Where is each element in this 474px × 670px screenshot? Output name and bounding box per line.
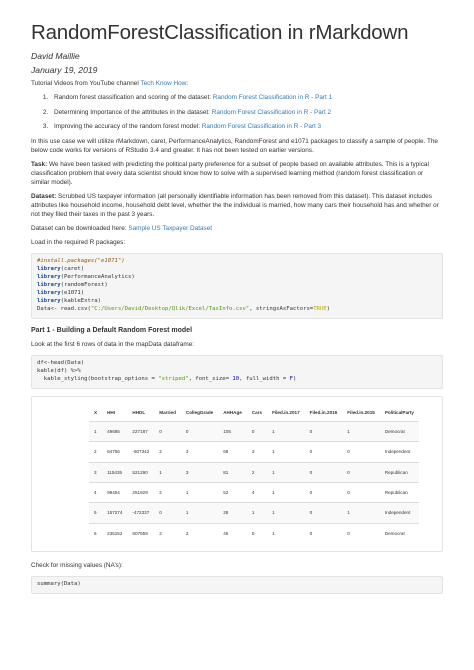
list-item [50, 109, 443, 118]
code-lib-name: kableExtra [63, 297, 98, 304]
code-text: kable_styling(bootstrap_options = [37, 376, 159, 383]
code-text: ) [326, 305, 331, 312]
table-cell: 0 [305, 483, 343, 503]
dataset-download-link[interactable]: Sample US Taxpayer Dataset [128, 224, 213, 232]
look-text: Look at the first 6 rows of data in the mapData dataframe: [31, 341, 195, 349]
table-cell: 1 [267, 503, 305, 523]
table-row [89, 442, 419, 462]
author-name: David Maillie [31, 50, 80, 61]
column-header: Filed.in.2016 [305, 404, 343, 421]
table-cell: 1 [181, 503, 218, 523]
table-cell: 0 [305, 523, 343, 543]
table-cell: Republican [380, 462, 419, 482]
usecase-paragraph: In this use case we will utilize rMarkdown, caret, PerformanceAnalytics, RandomForest and e1071 packages to classify a sample of people. The below code works for versions of RStudio 3.4 and greater. It has not been tested on earlier versions. [31, 138, 438, 155]
column-header: Filed.in.2017 [267, 404, 305, 421]
table-cell: 0 [305, 421, 343, 441]
table-cell: 0 [342, 462, 380, 482]
code-comment: #install.packages("e1071") [37, 257, 125, 264]
column-header: X [89, 404, 102, 421]
table-cell: 49685 [102, 421, 127, 441]
code-text: df<-head(Data) [37, 360, 85, 367]
dataset-paragraph [31, 193, 443, 220]
table-cell: 2 [89, 442, 102, 462]
table-cell: 6 [89, 523, 102, 543]
table-cell: 1 [267, 523, 305, 543]
table-cell: 235152 [102, 523, 127, 543]
table-cell: 0 [342, 523, 380, 543]
table-cell: 3 [181, 462, 218, 482]
table-cell: 0 [181, 421, 218, 441]
table-cell: 4 [89, 483, 102, 503]
table-cell: -472337 [127, 503, 154, 523]
intro-text: Tutorial Videos from YouTube channel [31, 80, 141, 88]
code-string: "striped" [158, 376, 189, 383]
code-keyword: library [37, 273, 61, 280]
column-header: Cars [247, 404, 267, 421]
table-cell: Democrat [380, 421, 419, 441]
part1-heading: Part 1 - Building a Default Random Forest model [31, 326, 193, 334]
table-cell: 0 [154, 421, 181, 441]
table-cell: 1 [267, 442, 305, 462]
code-lib-name: e1071 [63, 289, 81, 296]
table-cell: 105 [218, 421, 247, 441]
code-keyword: library [37, 289, 61, 296]
table-cell: 227187 [127, 421, 154, 441]
table-cell: 521290 [127, 462, 154, 482]
code-keyword: library [37, 281, 61, 288]
table-header-row [89, 404, 419, 421]
table-output [31, 396, 443, 552]
video-link-part-3[interactable]: Random Forest Classification in R - Part 3 [201, 123, 322, 131]
video-link-part-1[interactable]: Random Forest Classification in R - Part 1 [212, 94, 333, 102]
column-header: AHHAge [218, 404, 247, 421]
table-cell: 1 [247, 503, 267, 523]
table-cell: 1 [181, 483, 218, 503]
table-cell: -507342 [127, 442, 154, 462]
table-cell: 28 [218, 503, 247, 523]
code-lib-name: caret [63, 265, 81, 272]
code-keyword: library [37, 265, 61, 272]
dataset-text: Scrubbed US taxpayer information (all personally identifiable information has been removed from this dataset). This dataset includes attributes like household income, household debt level, whether the the individual is married, how many cars their household has and whether or not they filed their taxes in the past 3 years. [31, 192, 439, 218]
code-lib-name: PerformanceAnalytics [63, 273, 132, 280]
table-cell: 2 [154, 442, 181, 462]
table-cell: Republican [380, 483, 419, 503]
task-label: Task: [31, 160, 48, 168]
table-row [89, 483, 419, 503]
download-text: Dataset can be downloaded here: [31, 224, 129, 232]
code-string: "C:/Users/David/Desktop/Qlik/Excel/TaxInfo.csv" [90, 305, 250, 312]
code-text: , font_size= [188, 376, 233, 383]
column-header: HHI [102, 404, 127, 421]
code-text: , full_width = [239, 376, 290, 383]
table-row [89, 421, 419, 441]
code-constant: F [289, 376, 293, 383]
code-text: ) [293, 376, 297, 383]
table-cell: 52 [218, 483, 247, 503]
video-description: Random forest classification and scoring of the dataset: [54, 94, 213, 102]
code-block-summary[interactable]: summary(Data) [31, 576, 443, 594]
load-packages-text: Load in the required R packages: [31, 238, 126, 246]
column-header: HHDL [127, 404, 154, 421]
intro-suffix: : [186, 80, 189, 88]
table-cell: 1 [267, 462, 305, 482]
table-cell: 2 [154, 483, 181, 503]
table-cell: 2 [247, 462, 267, 482]
table-cell: 1 [267, 483, 305, 503]
task-text: We have been tasked with predicting the political party preference for a subset of people based on available attributes. This is a typical classification problem that every data scientist should know how to solve with a supervised learning method (random forest classification or similar model). [31, 160, 429, 186]
table-cell: 1 [89, 421, 102, 441]
table-cell: 2 [181, 523, 218, 543]
table-cell: 115435 [102, 462, 127, 482]
table-cell: 1 [342, 421, 380, 441]
dataset-label: Dataset: [31, 192, 57, 200]
table-cell: 0 [154, 503, 181, 523]
table-cell: 64756 [102, 442, 127, 462]
list-item [50, 94, 443, 103]
code-constant: TRUE [313, 305, 327, 312]
code-text: , stringsAsFactors= [249, 305, 314, 312]
table-row [89, 462, 419, 482]
video-description: Determining Importance of the attributes in the dataset: [54, 108, 212, 116]
table-cell: Democrat [380, 523, 419, 543]
table-row [89, 523, 419, 543]
table-cell: 99454 [102, 483, 127, 503]
table-cell: 0 [305, 442, 343, 462]
code-lib-name: randomForest [63, 281, 105, 288]
task-paragraph [31, 161, 443, 188]
table-cell: 3 [247, 442, 267, 462]
table-cell: 4 [247, 483, 267, 503]
column-header: Filed.in.2015 [342, 404, 380, 421]
data-table [89, 404, 419, 543]
document-title: RandomForestClassification in rMarkdown [31, 21, 409, 44]
table-cell: 5 [89, 503, 102, 523]
table-cell: 0 [342, 483, 380, 503]
table-body [89, 421, 419, 543]
table-cell: 45 [218, 523, 247, 543]
list-item [50, 123, 443, 132]
code-number: 10 [232, 376, 240, 383]
code-text: Data<- read.csv( [37, 305, 91, 312]
code-keyword: library [37, 297, 61, 304]
table-cell: 1 [342, 503, 380, 523]
table-cell: 81 [218, 462, 247, 482]
channel-link[interactable]: Tech Know How [140, 80, 187, 88]
table-cell: 1 [267, 421, 305, 441]
code-block-load-packages[interactable]: #install.packages("e1071") library(caret) library(PerformanceAnalytics) library(randomForest) library(e1071) library(kableExtra) Data<- read.csv("C:/Users/David/Desktop/Qlik/Excel/TaxInfo.csv", stringsAsFactors=TRUE) [31, 253, 443, 319]
table-cell: 68 [218, 442, 247, 462]
table-cell: 157274 [102, 503, 127, 523]
table-cell: 807659 [127, 523, 154, 543]
table-cell: Independent [380, 503, 419, 523]
video-description: Improving the accuracy of the random forest model: [54, 123, 202, 131]
table-cell: 0 [247, 523, 267, 543]
video-list [50, 94, 443, 132]
table-row [89, 503, 419, 523]
table-cell: Independent [380, 442, 419, 462]
table-cell: 251829 [127, 483, 154, 503]
missing-values-text: Check for missing values (NA’s): [31, 562, 123, 570]
table-cell: 3 [181, 442, 218, 462]
code-block-head-data[interactable] [31, 355, 443, 389]
table-cell: 2 [154, 523, 181, 543]
download-paragraph [31, 225, 443, 234]
table-cell: 1 [154, 462, 181, 482]
intro-paragraph [31, 80, 443, 89]
document-date: January 19, 2019 [31, 64, 98, 75]
table-cell: 0 [247, 421, 267, 441]
table-cell: 0 [305, 462, 343, 482]
table-cell: 0 [342, 442, 380, 462]
column-header: CollegGrade [181, 404, 218, 421]
column-header: PoliticalParty [380, 404, 419, 421]
video-link-part-2[interactable]: Random Forest Classification in R - Part 2 [211, 108, 332, 116]
table-cell: 0 [305, 503, 343, 523]
table-cell: 3 [89, 462, 102, 482]
code-text: kable(df) %>% [37, 368, 81, 375]
column-header: Married [154, 404, 181, 421]
